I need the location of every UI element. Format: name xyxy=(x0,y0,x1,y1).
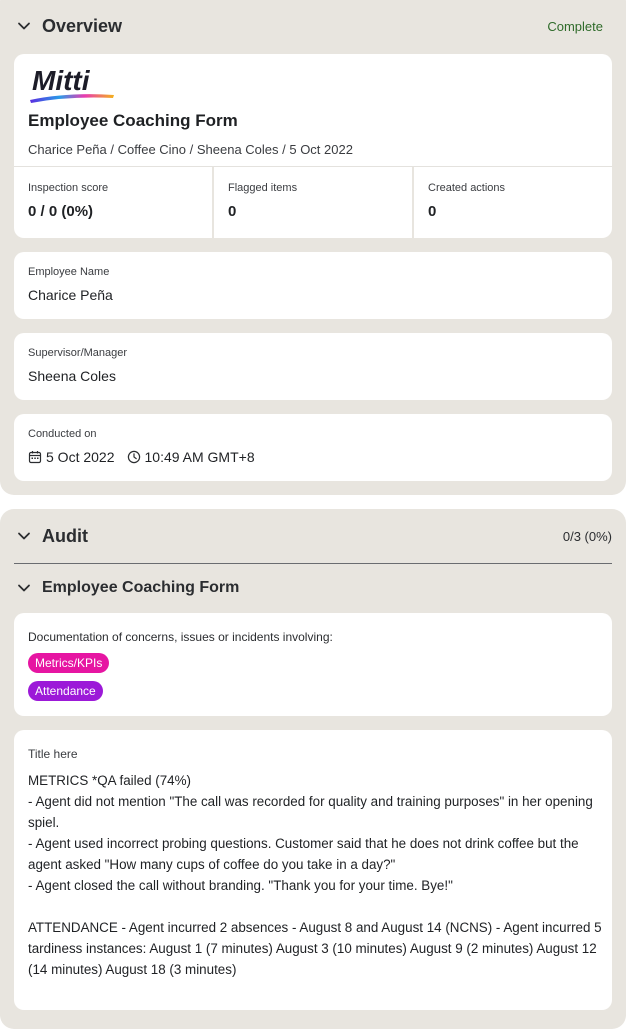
conducted-on-value xyxy=(28,449,255,465)
employee-name-card xyxy=(14,252,612,319)
mitti-logo xyxy=(28,66,120,109)
stat-flagged-items[interactable]: Flagged items 0 xyxy=(214,167,414,238)
svg-text:Mitti: Mitti xyxy=(32,66,90,96)
clock-icon xyxy=(127,450,141,464)
subsection-header[interactable] xyxy=(0,573,626,603)
form-summary-card xyxy=(14,54,612,238)
notes-body xyxy=(28,770,604,980)
breadcrumb: Charice Peña / Coffee Cino / Sheena Coles / 5 Oct 2022 xyxy=(28,142,353,157)
note-line: ATTENDANCE - Agent incurred 2 absences - August 8 and August 14 (NCNS) - Agent incurred 5 tardiness instances: August 1 (7 minutes) August 3 (10 minutes) August 9 (2 minutes) August 12 (14 minutes) August 18 (3 minutes) xyxy=(28,920,602,977)
supervisor-value: Sheena Coles xyxy=(28,368,116,384)
chevron-down-icon[interactable] xyxy=(17,581,31,595)
note-line: METRICS *QA failed (74%) xyxy=(28,773,191,788)
conducted-on-card xyxy=(14,414,612,481)
audit-title: Audit xyxy=(42,525,88,546)
conducted-on-label: Conducted on xyxy=(28,428,97,440)
concerns-question: Documentation of concerns, issues or incidents involving: xyxy=(28,630,333,644)
stats-row xyxy=(14,166,612,238)
calendar-icon xyxy=(28,450,42,464)
note-line: - Agent used incorrect probing questions. Customer said that he does not drink coffee but the agent asked "How many cups of coffee do you take in a day?" xyxy=(28,836,579,872)
employee-name-value: Charice Peña xyxy=(28,287,113,303)
overview-title: Overview xyxy=(42,15,123,36)
notes-label: Title here xyxy=(28,747,78,761)
chevron-down-icon[interactable] xyxy=(17,529,31,543)
subsection-title: Employee Coaching Form xyxy=(42,579,240,596)
note-line: - Agent closed the call without branding. "Thank you for your time. Bye!" xyxy=(28,878,453,893)
employee-name-label: Employee Name xyxy=(28,266,110,278)
supervisor-label: Supervisor/Manager xyxy=(28,347,128,359)
conducted-time: 10:49 AM GMT+8 xyxy=(144,449,255,465)
audit-header[interactable] xyxy=(0,521,626,551)
audit-section xyxy=(0,509,626,1029)
supervisor-card xyxy=(14,333,612,400)
notes-card xyxy=(14,730,612,1010)
chip-metrics-kpis[interactable]: Metrics/KPIs xyxy=(28,653,109,673)
stat-inspection-score: Inspection score 0 / 0 (0%) xyxy=(14,167,214,238)
status-badge: Complete xyxy=(547,18,603,34)
overview-section xyxy=(0,0,626,495)
concerns-question-card xyxy=(14,613,612,716)
stat-created-actions[interactable]: Created actions 0 xyxy=(428,182,506,220)
chip-attendance[interactable]: Attendance xyxy=(28,681,103,701)
audit-divider xyxy=(14,563,612,564)
conducted-date: 5 Oct 2022 xyxy=(46,449,115,465)
chevron-down-icon[interactable] xyxy=(17,19,31,33)
overview-header[interactable] xyxy=(0,11,626,41)
audit-score: 0/3 (0%) xyxy=(562,528,612,544)
note-line: - Agent did not mention "The call was recorded for quality and training purposes" in her opening spiel. xyxy=(28,794,593,830)
form-title: Employee Coaching Form xyxy=(28,111,238,130)
